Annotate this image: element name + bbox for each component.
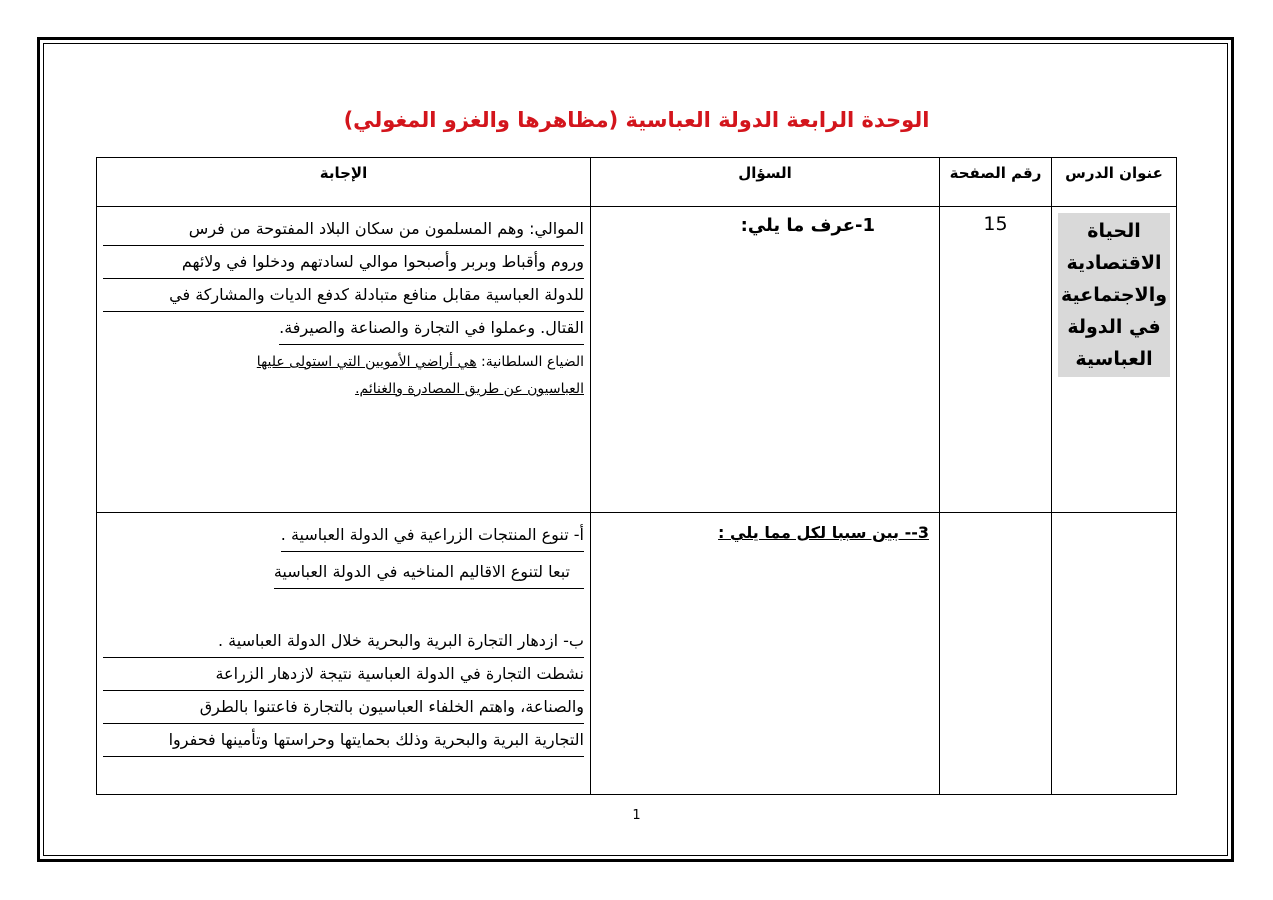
header-row: [97, 158, 1177, 207]
answer-line: الموالي: وهم المسلمون من سكان البلاد المفتوحة من فرس: [103, 213, 584, 246]
answer-line: والصناعة، واهتم الخلفاء العباسيون بالتجارة فاعتنوا بالطرق: [103, 691, 584, 724]
page-cell: [940, 207, 1052, 513]
answer-line: وروم وأقباط وبربر وأصبحوا موالي لسادتهم ودخلوا في ولائهم: [103, 246, 584, 279]
question-cell: [591, 513, 940, 795]
answer-block: [97, 207, 590, 403]
lesson-cell: [1052, 513, 1177, 795]
answer-term: الضياع السلطانية:: [481, 354, 584, 370]
header-answer: الإجابة: [97, 158, 591, 207]
answer-cell: [97, 207, 591, 513]
answer-line: [103, 376, 584, 403]
page-number-value: 15: [983, 213, 1008, 235]
lesson-table: [96, 157, 1177, 795]
page-footer-number: 1: [632, 808, 641, 823]
header-page: رقم الصفحة: [940, 158, 1052, 207]
table-row: [97, 513, 1177, 795]
page-cell: [940, 513, 1052, 795]
answer-spacer: [103, 593, 584, 625]
answer-definition: العباسيون عن طريق المصادرة والغنائم.: [355, 381, 584, 397]
answer-line: [103, 349, 584, 376]
answer-cell: [97, 513, 591, 795]
question-text: 1-عرف ما يلي:: [740, 215, 875, 236]
lesson-cell: [1052, 207, 1177, 513]
answer-line: تبعا لتنوع الاقاليم المناخيه في الدولة العباسية: [274, 556, 584, 589]
unit-title: الوحدة الرابعة الدولة العباسية (مظاهرها والغزو المغولي): [343, 108, 930, 132]
answer-line: ب- ازدهار التجارة البرية والبحرية خلال الدولة العباسية .: [103, 625, 584, 658]
question-text: 3-- بين سببا لكل مما يلي :: [718, 523, 929, 542]
header-question: السؤال: [591, 158, 940, 207]
lesson-title: الحياة الاقتصادية والاجتماعية في الدولة العباسية: [1058, 213, 1170, 377]
answer-definition: هي أراضي الأمويين التي استولى عليها: [256, 354, 477, 370]
header-lesson: عنوان الدرس: [1052, 158, 1177, 207]
answer-line: القتال. وعملوا في التجارة والصناعة والصيرفة.: [279, 312, 584, 345]
answer-line: للدولة العباسية مقابل منافع متبادلة كدفع الديات والمشاركة في: [103, 279, 584, 312]
answer-line: التجارية البرية والبحرية وذلك بحمايتها وحراستها وتأمينها فحفروا: [103, 724, 584, 757]
answer-line: أ- تنوع المنتجات الزراعية في الدولة العباسية .: [281, 519, 584, 552]
answer-block: [97, 513, 590, 757]
answer-line: نشطت التجارة في الدولة العباسية نتيجة لازدهار الزراعة: [103, 658, 584, 691]
table-row: [97, 207, 1177, 513]
question-cell: [591, 207, 940, 513]
